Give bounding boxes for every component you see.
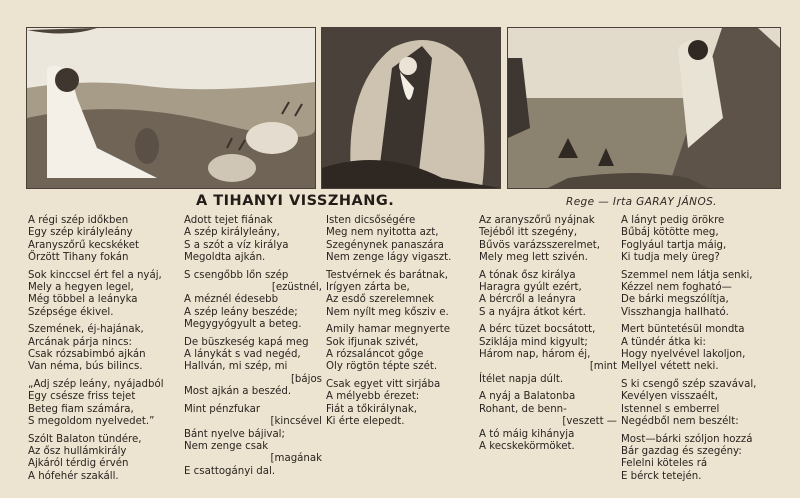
stanza	[621, 434, 781, 484]
poem-line: A rózsaláncot gőge	[326, 349, 424, 361]
poem-line: Bűbáj kötötte meg,	[621, 227, 719, 239]
poem-line: Arcának párja nincs:	[28, 336, 132, 348]
poem-line: Csak rózsabimbó ajkán	[28, 349, 146, 361]
poem-line: Isten dicsőségére	[326, 215, 416, 226]
poem-line: Szemének, éj-hajának,	[28, 324, 144, 336]
poem-line: Megygyógyult a beteg.	[184, 319, 302, 331]
poem-line: Nem zenge lágy vigaszt.	[326, 252, 452, 264]
stanza	[184, 215, 322, 265]
stanza	[28, 215, 176, 265]
stanza	[621, 215, 781, 265]
poem-line: [bájos	[290, 373, 322, 385]
poem-line: Megoldta ajkán.	[184, 252, 266, 264]
poem-column-2	[184, 215, 322, 483]
stanza	[28, 270, 176, 320]
poem-line: A bérc tüzet bocsátott,	[479, 324, 596, 336]
stanza	[326, 324, 474, 374]
poem-line: S a szót a víz királya	[184, 239, 289, 251]
poem-line: Felelni köteles rá	[621, 458, 708, 470]
poem-line: S a nyájra átkot kért.	[479, 306, 586, 318]
poem-line: A régi szép időkben	[28, 215, 129, 226]
stanza	[326, 270, 474, 320]
poem-line: A kecskekörmöket.	[479, 440, 575, 452]
poem-line: [veszett —	[562, 416, 617, 428]
poem-line: Aranyszőrű kecskéket	[28, 239, 139, 251]
poem-line: Istennel s emberrel	[621, 403, 720, 415]
poem-line: Bánt nyelve bájival;	[184, 428, 285, 440]
poem-line: A lánykát s vad negéd,	[184, 349, 301, 361]
poem-line: Negédből nem beszélt:	[621, 416, 739, 428]
poem-line: Irígyen zárta be,	[326, 282, 410, 294]
poem-line: Bár gazdag és szegény:	[621, 445, 742, 457]
poem-line: Szépsége ékivel.	[28, 306, 114, 318]
poem-line: Adott tejet fiának	[184, 215, 273, 226]
stanza	[621, 324, 781, 374]
poem-line: Nem nyílt meg kősziv e.	[326, 306, 449, 318]
stanza	[28, 434, 176, 484]
poem-line: Mely a hegyen legel,	[28, 282, 134, 294]
poem-line: A bércről a leányra	[479, 294, 576, 306]
poem-line: E bérck tetején.	[621, 470, 702, 482]
poem-line: Szólt Balaton tündére,	[28, 433, 142, 445]
poem-line: Ítélet napja dúlt.	[479, 373, 564, 385]
poem-line: Oly rögtön tépte szét.	[326, 361, 438, 373]
poem-line: Bűvös varázsszerelmet,	[479, 239, 601, 251]
poem-line: Ki érte elepedt.	[326, 416, 405, 428]
stanza	[479, 215, 617, 265]
poem-line: Hallván, mi szép, mi	[184, 361, 288, 373]
poem-line: De bárki megszólítja,	[621, 294, 729, 306]
stanza	[621, 270, 781, 320]
poem-line: Tejéből itt szegény,	[479, 227, 578, 239]
poem-line: Őrzött Tihany fokán	[28, 252, 129, 264]
stanza	[479, 270, 617, 320]
poem-line: Mert büntetésül mondta	[621, 324, 745, 336]
poem-line: Sok ifjunak szivét,	[326, 336, 419, 348]
poem-line: A méznél édesebb	[184, 294, 279, 306]
poem-line: Hogy nyelvével lakoljon,	[621, 349, 746, 361]
poem-line: Három nap, három éj,	[479, 349, 591, 361]
poem-column-5	[621, 215, 781, 488]
poem-line: Az aranyszőrű nyájnak	[479, 215, 595, 226]
poem-line: „Adj szép leány, nyájadból	[28, 378, 164, 390]
poem-line: Testvérnek és barátnak,	[326, 269, 449, 281]
poem-line: A szép királyleány,	[184, 227, 280, 239]
poem-line: Rohant, de benn-	[479, 403, 567, 415]
poem-line: Szegénynek panaszára	[326, 239, 444, 251]
poem-column-1	[28, 215, 176, 488]
poem-line: [mint	[589, 361, 617, 373]
illustration-cliff-princess	[507, 27, 781, 189]
poem-line: Meg nem nyitotta azt,	[326, 227, 439, 239]
poem-line: Mellyel vétett neki.	[621, 361, 719, 373]
poem-column-4	[479, 215, 617, 458]
poem-line: Van néma, bús bilincs.	[28, 361, 143, 373]
poem-line: [ezüstnél,	[271, 282, 322, 294]
stanza	[326, 215, 474, 265]
poem-line: A lányt pedig örökre	[621, 215, 725, 226]
poem-line: Kézzel nem fogható—	[621, 282, 732, 294]
poem-line: Beteg fiam számára,	[28, 403, 134, 415]
poem-line: [kincsével	[270, 416, 322, 428]
poem-line: Fiát a tőkirálynak,	[326, 403, 417, 415]
poem-line: [magának	[270, 453, 322, 465]
poem-line: Csak egyet vitt sirjába	[326, 378, 441, 390]
poem-line: Most—bárki szóljon hozzá	[621, 433, 753, 445]
stanza	[28, 324, 176, 374]
stanza	[479, 324, 617, 386]
poem-line: Ki tudja mely üreg?	[621, 252, 720, 264]
poem-line: A tónak ősz királya	[479, 269, 576, 281]
poem-line: Foglyául tartja máig,	[621, 239, 727, 251]
stanza	[184, 404, 322, 478]
stanza	[184, 337, 322, 399]
poem-column-3	[326, 215, 474, 434]
poem-title: A TIHANYI VISSZHANG.	[196, 193, 395, 209]
stanza	[28, 379, 176, 429]
stanza	[184, 270, 322, 332]
poem-line: A hófehér szakáll.	[28, 470, 119, 482]
illustration-goats	[26, 27, 316, 189]
poem-line: Egy csésze friss tejet	[28, 391, 136, 403]
illustration-lake-king	[321, 27, 501, 189]
poem-line: Mint pénzfukar	[184, 403, 261, 415]
poem-line: A tündér átka ki:	[621, 336, 706, 348]
poem-line: Ajkáról térdig érvén	[28, 458, 129, 470]
poem-line: A tó máig kihányja	[479, 428, 575, 440]
poem-line: Amily hamar megnyerte	[326, 324, 450, 336]
author-credit: Rege — Irta GARAY JÁNOS.	[566, 196, 717, 208]
poem-line: S ki csengő szép szavával,	[621, 378, 757, 390]
poem-line: A mélyebb érezet:	[326, 391, 420, 403]
poem-line: Egy szép királyleány	[28, 227, 133, 239]
poem-line: Még többel a leányka	[28, 294, 138, 306]
poem-line: Az ősz hullámkirály	[28, 445, 127, 457]
poem-line: Nem zenge csak	[184, 440, 269, 452]
poem-line: Kevélyen visszaélt,	[621, 391, 718, 403]
stanza	[326, 379, 474, 429]
poem-line: Visszhangja hallható.	[621, 306, 729, 318]
poem-line: Most ajkán a beszéd.	[184, 386, 292, 398]
poem-line: S csengőbb lőn szép	[184, 269, 289, 281]
poem-line: S megoldom nyelvedet.”	[28, 416, 155, 428]
poem-line: Sziklája mind kigyult;	[479, 336, 588, 348]
stanza	[479, 391, 617, 453]
poem-line: Szemmel nem látja senki,	[621, 269, 753, 281]
poem-line: A nyáj a Balatonba	[479, 391, 576, 403]
poem-line: De büszkeség kapá meg	[184, 336, 309, 348]
poem-line: E csattogányi dal.	[184, 465, 276, 477]
poem-line: Mely meg lett szivén.	[479, 252, 588, 264]
poem-line: Az esdő szerelemnek	[326, 294, 434, 306]
stanza	[621, 379, 781, 429]
poem-line: Haragra gyúlt ezért,	[479, 282, 582, 294]
poem-line: Sok kinccsel ért fel a nyáj,	[28, 269, 162, 281]
poem-line: A szép leány beszéde;	[184, 306, 298, 318]
